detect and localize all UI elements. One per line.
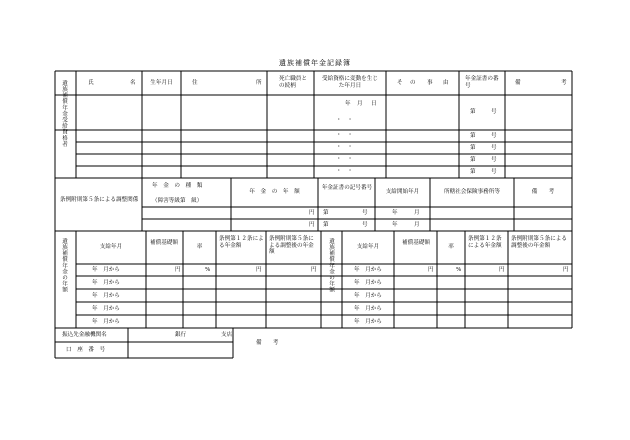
date-day-label: 日 (371, 101, 377, 107)
header-relation: 死亡職員との続柄 (279, 76, 307, 89)
period-row: 年 月から (354, 280, 382, 286)
cert-dai: 第 (470, 133, 476, 139)
date-year-label: 年 (345, 101, 351, 107)
header-kind-sub: （障害等級第 級） (152, 198, 203, 204)
date-dots: ・ ・ (336, 156, 353, 162)
bank-inst-label: 振込先金融機関名 (62, 332, 107, 338)
adj-yen: 円 (309, 210, 315, 216)
supp5-yen: 円 (311, 267, 317, 273)
art12-yen: 円 (256, 267, 262, 273)
header-rate: 率 (448, 244, 454, 250)
header-dob: 生年月日 (150, 80, 173, 86)
adj-year: 年 (392, 222, 398, 228)
cert-dai: 第 (470, 145, 476, 151)
header-reason-1: そ (397, 80, 403, 86)
period-row: 年 月から (354, 293, 382, 299)
branch-suffix: 支店 (221, 332, 233, 338)
adj-yen: 円 (309, 222, 315, 228)
bank-remarks: 備 考 (256, 340, 279, 346)
period-row: 年 月から (92, 293, 120, 299)
acct-label: 口 座 番 号 (66, 347, 106, 353)
bank-suffix: 銀行 (175, 332, 187, 338)
header-reason-3: 事 (427, 80, 433, 86)
date-dots: ・ ・ (336, 168, 353, 174)
rate-percent: % (205, 267, 211, 273)
header-art12: 条例第１２条による年金額 (219, 236, 264, 249)
cert-dai: 第 (470, 157, 476, 163)
annual-side-label-right: 遺族補償年金の年額 (328, 238, 334, 293)
date-month-label: 月 (357, 101, 363, 107)
header-period: 支給年月 (99, 244, 123, 250)
adj-go: 号 (362, 222, 368, 228)
header-address-2: 所 (256, 80, 262, 86)
adj-month: 月 (414, 222, 420, 228)
date-dots: ・ ・ (336, 144, 353, 150)
header-reason-2: の (410, 80, 416, 86)
period-row: 年 月から (354, 319, 382, 325)
recipients-side-label: 遺族補償年金受給資格者 (61, 80, 67, 148)
cert-dai: 第 (470, 109, 476, 115)
base-yen: 円 (175, 267, 181, 273)
header-rate: 率 (196, 244, 203, 250)
header-name-2: 名 (130, 80, 136, 86)
header-amount: 年 金 の 年 額 (249, 189, 300, 195)
adj-month: 月 (414, 210, 420, 216)
header-art12: 条例第１２条による年金額 (468, 236, 502, 249)
header-cert-no: 年金証書の番号 (465, 76, 499, 89)
header-base: 補償基礎額 (402, 240, 430, 246)
period-row: 年 月から (92, 280, 120, 286)
header-period: 支給年月 (356, 244, 380, 250)
header-remarks-2: 考 (561, 80, 567, 86)
header-adj-remarks: 備 考 (531, 189, 555, 195)
adj-year: 年 (392, 210, 398, 216)
date-dots: ・ ・ (336, 132, 353, 138)
header-name-1: 氏 (88, 80, 94, 86)
rate-percent: % (456, 267, 462, 273)
header-kind: 年 金 の 種 類 (152, 183, 203, 189)
cert-go: 号 (491, 169, 497, 175)
adj-dai: 第 (323, 222, 329, 228)
cert-go: 号 (491, 145, 497, 151)
adj-go: 号 (362, 210, 368, 216)
page-title: 遺族補償年金記録簿 (279, 59, 351, 67)
header-office: 所轄社会保険事務所等 (444, 189, 500, 195)
art12-yen: 円 (499, 267, 505, 273)
header-address-1: 住 (192, 80, 198, 86)
header-change-date: 受給資格に変動を生じた年月日 (322, 76, 378, 89)
base-yen: 円 (428, 267, 434, 273)
period-row: 年 月から (354, 267, 382, 273)
annual-side-label-left: 遺族補償年金の年額 (61, 238, 67, 293)
period-row: 年 月から (354, 306, 382, 312)
header-start: 支給開始年月 (385, 189, 420, 195)
header-remarks-1: 備 (515, 80, 521, 86)
period-row: 年 月から (92, 267, 120, 273)
cert-go: 号 (491, 109, 497, 115)
date-dots: ・ ・ (336, 117, 353, 123)
period-row: 年 月から (92, 306, 120, 312)
supp5-yen: 円 (563, 267, 569, 273)
header-base: 補償基礎額 (150, 240, 178, 246)
header-supp5: 条例附則第５条による調整後の年金額 (269, 236, 314, 256)
header-supp5: 条例附則第５条による調整後の年金額 (511, 236, 567, 249)
header-reason-4: 由 (443, 80, 449, 86)
adj-dai: 第 (323, 210, 329, 216)
cert-dai: 第 (470, 169, 476, 175)
cert-go: 号 (491, 133, 497, 139)
period-row: 年 月から (92, 319, 120, 325)
adjustment-side-label: 条例附則第５条による調整関係 (60, 197, 139, 203)
cert-go: 号 (491, 157, 497, 163)
header-cert: 年金証書の記号番号 (321, 185, 373, 191)
